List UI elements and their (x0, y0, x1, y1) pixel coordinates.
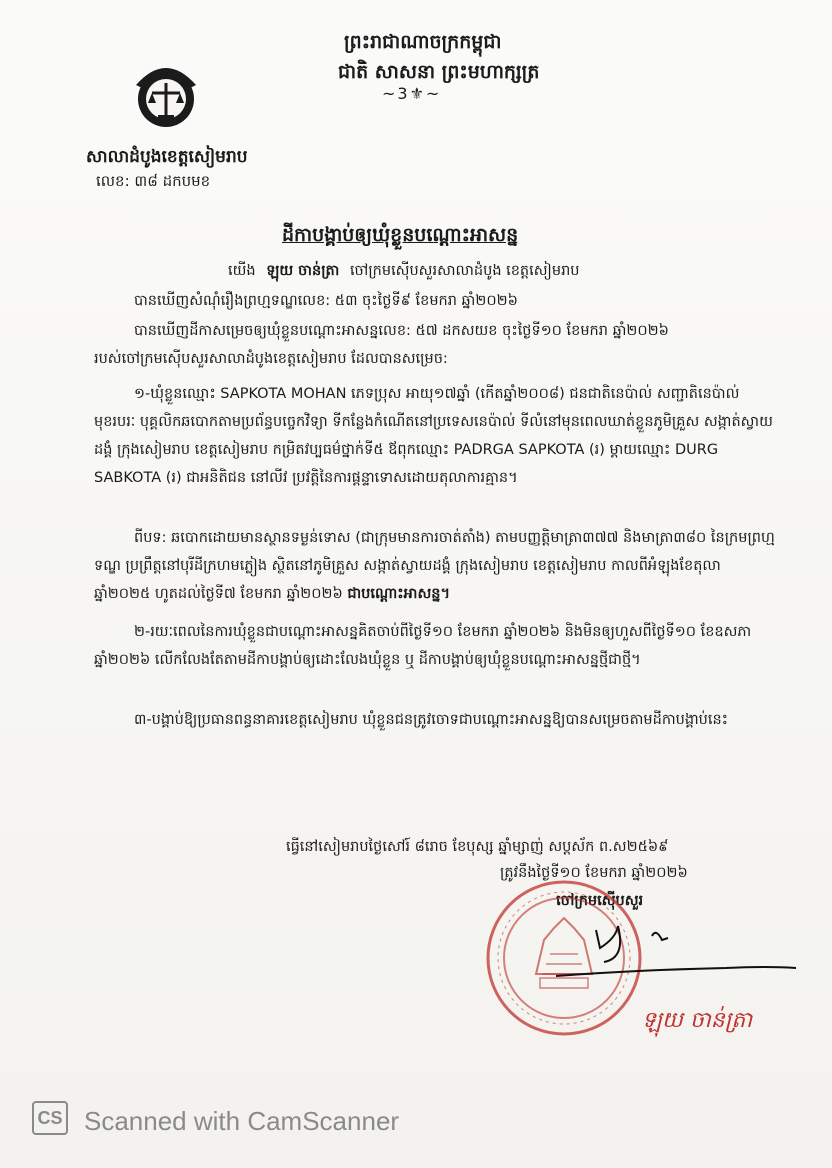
camscanner-logo-icon (32, 1101, 72, 1137)
charge-paragraph (94, 524, 778, 608)
charge-text: ពីបទ: ឆបោកដោយមានស្ថានទម្ងន់ទោស (ជាក្រុមមានការចាត់តាំង) តាមបញ្ញត្តិមាត្រា៣៧៧ និងមាត្រា៣៨០ នៃក្រមព្រហ្មទណ្ឌ ប្រព្រឹត្តនៅបុរីដីក្រហមភ្លៀង ស្ថិតនៅភូមិគ្រួស សង្កាត់ស្វាយដង្គំ ក្រុងសៀមរាប ខេត្តសៀមរាប កាលពីអំឡុងខែតុលា ឆ្នាំ២០២៥ ហូតដល់ថ្ងៃទី៧ ខែមករា ឆ្នាំ២០២៦ (94, 530, 775, 602)
national-motto: ជាតិ សាសនា ព្រះមហាក្សត្រ (338, 61, 540, 83)
court-emblem-icon (126, 55, 206, 135)
issuing-court: សាលាដំបូងខេត្តសៀមរាប (86, 147, 248, 167)
lunar-date: ធ្វើនៅសៀមរាបថ្ងៃសៅរ៍ ៨រោច ខែបុស្ស ឆ្នាំម្សាញ់ សប្តស័ក ព.ស២៥៦៩ (286, 839, 669, 855)
judge-position: ចៅក្រមស៊ើបសួរសាលាដំបូង ខេត្តសៀមរាប (349, 263, 580, 279)
intro-line-2: បានឃើញសំណុំរឿងព្រហ្មទណ្ឌលេខ: ៥៣ ចុះថ្ងៃទី៩ ខែមករា ឆ្នាំ២០២៦ (134, 293, 518, 309)
intro-line-4: របស់ចៅក្រមស៊ើបសួរសាលាដំបូងខេត្តសៀមរាប ដែលបានសម្រេច: (94, 351, 448, 367)
header-ornament: ~3⚜~ (382, 84, 442, 103)
charge-emphasis: ជាបណ្ដោះអាសន្ន។ (347, 586, 451, 602)
camscanner-badge: CS (32, 1101, 68, 1135)
solar-date: ត្រូវនឹងថ្ងៃទី១០ ខែមករា ឆ្នាំ២០២៦ (500, 865, 688, 881)
handwritten-signature-icon (556, 918, 796, 1008)
signer-name: ឡុយ ចាន់ត្រា (642, 1008, 753, 1033)
reference-number: លេខ: ៣៨ ដកបមខ (96, 172, 211, 190)
kingdom-heading: ព្រះរាជាណាចក្រកម្ពុជា (344, 31, 502, 53)
intro-line-1 (228, 262, 579, 283)
camscanner-watermark: Scanned with CamScanner (84, 1106, 400, 1136)
intro-line-3: បានឃើញដីកាសម្រេចឲ្យឃុំខ្លួនបណ្ដោះអាសន្នលេខ: ៥៧ ដកសយខ ចុះថ្ងៃទី១០ ខែមករា ឆ្នាំ២០២៦ (134, 323, 669, 339)
item-2-duration: ២-រយៈពេលនៃការឃុំខ្លួនជាបណ្ដោះអាសន្នគិតចាប់ពីថ្ងៃទី១០ ខែមករា ឆ្នាំ២០២៦ និងមិនឲ្យហួសពីថ្ងៃទី១០ ខែឧសភា ឆ្នាំ២០២៦ លើកលែងតែតាមដីកាបង្គាប់ឲ្យដោះលែងឃុំខ្លួន ឬ ដីកាបង្គាប់ឲ្យឃុំខ្លួនបណ្ដោះអាសន្នថ្មីជាថ្មី។ (94, 624, 752, 668)
document-title: ដីកាបង្គាប់ឲ្យឃុំខ្លួនបណ្ដោះអាសន្ន (282, 224, 519, 246)
intro-prefix: យើង (228, 263, 256, 279)
judge-name: ឡុយ ចាន់ត្រា (266, 263, 340, 279)
signer-position: ចៅក្រមស៊ើបសួរ (556, 893, 644, 909)
item-3-order: ៣-បង្គាប់ឱ្យប្រធានពន្ធនាគារខេត្តសៀមរាប ឃុំខ្លួនជនត្រូវចោទជាបណ្ដោះអាសន្នឱ្យបានសម្រេចតាមដីកាបង្គាប់នេះ (134, 712, 729, 728)
item-1-detention: ១-ឃុំខ្លួនឈ្មោះ SAPKOTA MOHAN ភេទប្រុស អាយុ១៧ឆ្នាំ (កើតឆ្នាំ២០០៨) ជនជាតិនេប៉ាល់ សញ្ជាតិនេប៉ាល់ មុខរបរៈ បុគ្គលិកឆបោកតាមប្រព័ន្ធបច្ចេកវិទ្យា ទីកន្លែងកំណើតនៅប្រទេសនេប៉ាល់ ទីលំនៅមុនពេលឃាត់ខ្លួនភូមិគ្រួស សង្កាត់ស្វាយដង្គំ ក្រុងសៀមរាប ខេត្តសៀមរាប កម្រិតវប្បធម៌ថ្នាក់ទី៥ ឪពុកឈ្មោះ PADRGA SAPKOTA (រ) ម្ដាយឈ្មោះ DURG SABKOTA (រ) ជាអនិតិជន នៅលីវ ប្រវត្តិនៃការផ្ដន្ទាទោសដោយតុលាការគ្មាន។ (94, 386, 773, 486)
